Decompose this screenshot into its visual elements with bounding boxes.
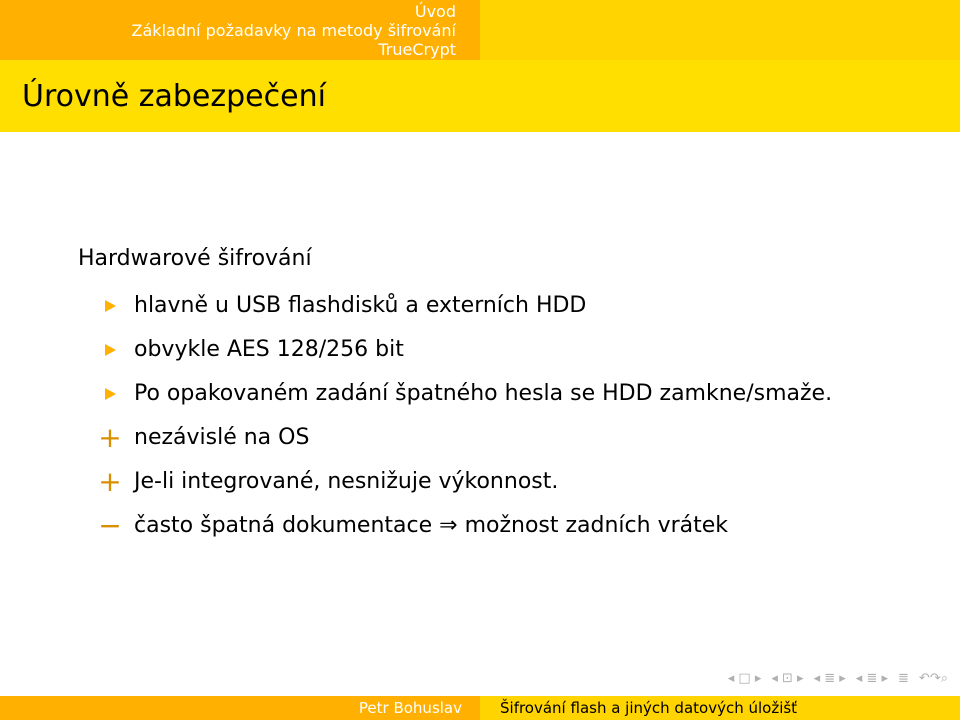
beamer-navigation-symbols xyxy=(728,671,948,686)
list-item xyxy=(78,511,938,555)
plus-icon: + xyxy=(98,465,122,498)
nav-section-intro[interactable]: Úvod xyxy=(414,1,456,21)
triangle-bullet-icon xyxy=(96,335,124,365)
subheading: Hardwarové šifrování xyxy=(78,246,312,271)
triangle-bullet-icon xyxy=(96,379,124,409)
frame-title-bar xyxy=(0,60,960,132)
plus-icon: + xyxy=(98,421,122,454)
minus-icon: − xyxy=(98,509,122,542)
list-item xyxy=(78,423,938,467)
item-text: Je-li integrované, nesnižuje výkonnost. xyxy=(134,469,559,494)
slide-nav-icon[interactable]: ◂ □ ▸ xyxy=(727,671,762,686)
footer-left xyxy=(0,696,480,720)
slide-content xyxy=(78,244,938,555)
footer-right xyxy=(480,696,960,720)
triangle-bullet-icon xyxy=(96,291,124,321)
footer-bar xyxy=(0,696,960,720)
subsection-nav-icon[interactable]: ◂ ≣ ▸ xyxy=(813,671,846,686)
footer-title: Šifrování flash a jiných datových úložišť xyxy=(500,699,798,717)
list-item xyxy=(78,291,938,335)
item-text: hlavně u USB flashdisků a externích HDD xyxy=(134,293,587,318)
footer-author: Petr Bohuslav xyxy=(358,699,462,717)
section-nav-icon[interactable]: ◂ ≣ ▸ xyxy=(855,671,889,686)
nav-subsection-truecrypt[interactable]: TrueCrypt xyxy=(378,39,456,59)
list-item xyxy=(78,379,938,423)
navigation-bar-right xyxy=(480,0,960,60)
section-navigation-bar xyxy=(0,0,960,60)
back-search-icon[interactable]: ↶↷⌕ xyxy=(918,671,948,686)
list-item xyxy=(78,335,938,379)
item-text: často špatná dokumentace ⇒ možnost zadních vrátek xyxy=(134,513,729,538)
list-item xyxy=(78,467,938,511)
item-list xyxy=(78,291,938,555)
section-navigation xyxy=(0,0,480,60)
frame-nav-icon[interactable]: ◂ ⊡ ▸ xyxy=(771,671,804,686)
nav-subsection-requirements[interactable]: Základní požadavky na metody šifrování xyxy=(131,20,456,40)
frame-title: Úrovně zabezpečení xyxy=(22,79,326,114)
item-text: Po opakovaném zadání špatného hesla se HDD zamkne/smaže. xyxy=(134,381,833,406)
document-nav-icon[interactable]: ≣ xyxy=(898,671,909,686)
item-text: nezávislé na OS xyxy=(134,425,310,450)
item-text: obvykle AES 128/256 bit xyxy=(134,337,404,362)
